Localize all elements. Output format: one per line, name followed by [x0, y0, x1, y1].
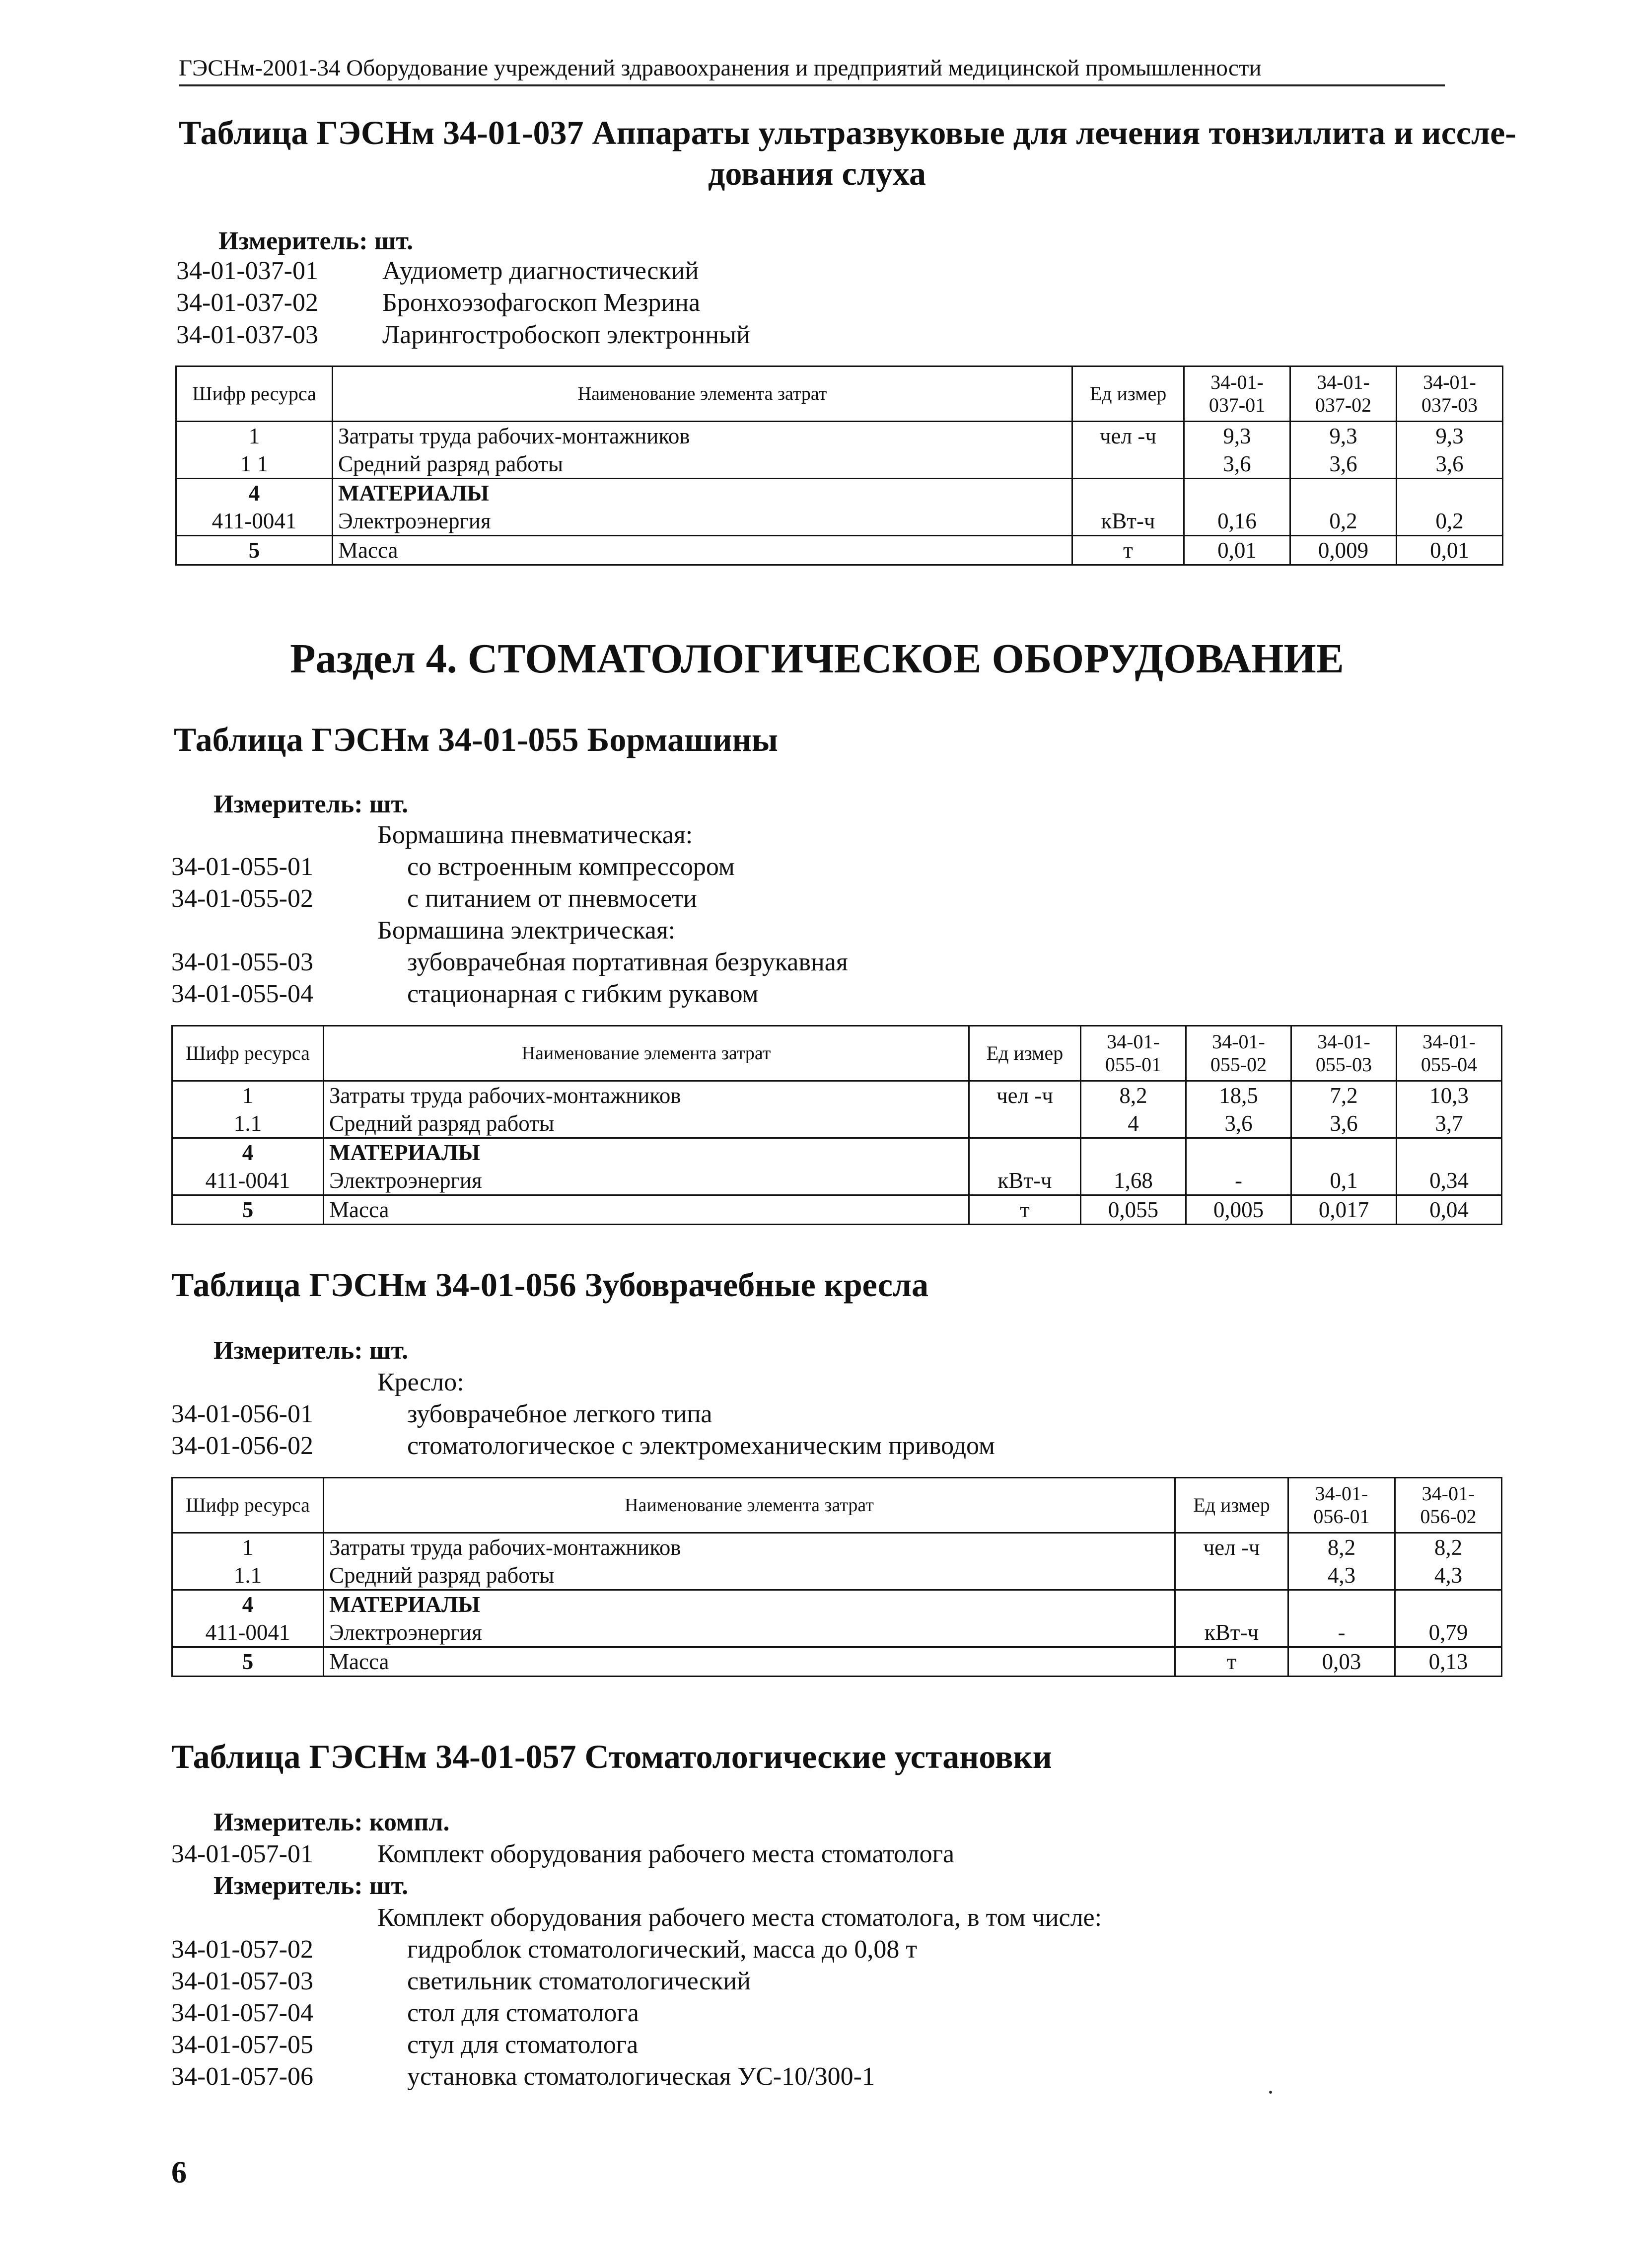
header-cost-element: Наименование элемента затрат	[324, 1478, 1175, 1533]
header-col-056-02: 34-01- 056-02	[1395, 1478, 1502, 1533]
item-code: 34-01-055-02	[171, 884, 313, 913]
header-cost-element: Наименование элемента затрат	[324, 1026, 969, 1081]
header-col-055-03: 34-01- 055-03	[1291, 1026, 1397, 1081]
table-row: 5 Масса т 0,055 0,005 0,017 0,04	[172, 1195, 1502, 1225]
item-name: стоматологическое с электромеханическим приводом	[407, 1432, 995, 1460]
item-name: Аудиометр диагностический	[382, 257, 699, 285]
item-name: Бронхоэзофагоскоп Мезрина	[382, 289, 701, 317]
table-row: 1.1 Средний разряд работы 4 3,6 3,6 3,7	[172, 1109, 1502, 1138]
item-name: Комплект оборудования рабочего места стоматолога	[377, 1840, 955, 1868]
header-col-055-02: 34-01- 055-02	[1186, 1026, 1291, 1081]
item-name: гидроблок стоматологический, масса до 0,08 т	[407, 1935, 918, 1964]
item-name: зубоврачебное легкого типа	[407, 1400, 712, 1428]
item-name: Ларингостробоскоп электронный	[382, 321, 750, 349]
table-056-measure: Измеритель: шт.	[213, 1336, 409, 1365]
table-057-measure-2: Измеритель: шт.	[213, 1872, 409, 1900]
table-row: 411-0041 Электроэнергия кВт-ч 1,68 - 0,1 0,34	[172, 1167, 1502, 1195]
table-057-title: Таблица ГЭСНм 34-01-057 Стоматологические установки	[171, 1738, 1052, 1775]
item-code: 34-01-057-03	[171, 1967, 313, 1995]
table-header-row	[172, 1478, 1502, 1533]
header-col-056-01: 34-01- 056-01	[1288, 1478, 1395, 1533]
item-code: 34-01-037-02	[176, 289, 318, 317]
scan-speck	[1269, 2091, 1272, 2094]
group-label: Комплект оборудования рабочего места стоматолога, в том числе:	[377, 1903, 1102, 1932]
table-055-title: Таблица ГЭСНм 34-01-055 Бормашины	[174, 721, 778, 758]
group-label: Кресло:	[377, 1368, 464, 1396]
item-name: установка стоматологическая УС-10/300-1	[407, 2062, 875, 2091]
header-col-037-01: 34-01- 037-01	[1184, 366, 1290, 422]
item-code: 34-01-057-05	[171, 2031, 313, 2059]
resource-table-055	[171, 1025, 1502, 1225]
item-code: 34-01-055-01	[171, 853, 313, 881]
header-resource-code: Шифр ресурса	[176, 366, 333, 422]
table-037-title-line1: Таблица ГЭСНм 34-01-037 Аппараты ультразвуковые для лечения тонзиллита и иссле-	[179, 114, 1516, 151]
table-055-measure: Измеритель: шт.	[213, 790, 409, 818]
table-row: 4 МАТЕРИАЛЫ	[172, 1590, 1502, 1619]
item-name: зубоврачебная портативная безрукавная	[407, 948, 848, 976]
table-row: 1 Затраты труда рабочих-монтажников чел -ч 8,2 8,2	[172, 1533, 1502, 1562]
header-cost-element: Наименование элемента затрат	[333, 366, 1072, 422]
item-name: стационарная с гибким рукавом	[407, 980, 759, 1008]
item-code: 34-01-037-01	[176, 257, 318, 285]
item-code: 34-01-055-03	[171, 948, 313, 976]
table-header-row	[176, 366, 1503, 422]
table-037-measure: Измеритель: шт.	[218, 227, 414, 255]
header-col-037-03: 34-01- 037-03	[1397, 366, 1503, 422]
item-name: светильник стоматологический	[407, 1967, 751, 1995]
header-col-037-02: 34-01- 037-02	[1290, 366, 1397, 422]
table-056-title: Таблица ГЭСНм 34-01-056 Зубоврачебные кресла	[171, 1266, 929, 1304]
section-title: Раздел 4. СТОМАТОЛОГИЧЕСКОЕ ОБОРУДОВАНИЕ	[290, 636, 1344, 682]
table-row: 1.1 Средний разряд работы 4,3 4,3	[172, 1561, 1502, 1590]
group-label: Бормашина электрическая:	[377, 916, 676, 945]
item-code: 34-01-057-02	[171, 1935, 313, 1964]
table-row: 5 Масса т 0,03 0,13	[172, 1647, 1502, 1677]
item-code: 34-01-057-06	[171, 2062, 313, 2091]
header-resource-code: Шифр ресурса	[172, 1026, 324, 1081]
group-label: Бормашина пневматическая:	[377, 821, 693, 849]
header-unit: Ед измер	[969, 1026, 1081, 1081]
table-037-title-line2: дования слуха	[708, 154, 926, 192]
table-row: 1 Затраты труда рабочих-монтажников чел -ч 8,2 18,5 7,2 10,3	[172, 1081, 1502, 1110]
header-unit: Ед измер	[1175, 1478, 1288, 1533]
header-unit: Ед измер	[1072, 366, 1184, 422]
table-row: 4 МАТЕРИАЛЫ	[176, 479, 1503, 508]
item-name: со встроенным компрессором	[407, 853, 735, 881]
item-code: 34-01-056-01	[171, 1400, 313, 1428]
table-057-measure-1: Измеритель: компл.	[213, 1808, 450, 1836]
item-code: 34-01-057-04	[171, 1999, 313, 2027]
item-name: стол для стоматолога	[407, 1999, 639, 2027]
item-code: 34-01-037-03	[176, 321, 318, 349]
item-name: стул для стоматолога	[407, 2031, 639, 2059]
table-row: 411-0041 Электроэнергия кВт-ч - 0,79	[172, 1618, 1502, 1647]
table-row: 1 1 Средний разряд работы 3,6 3,6 3,6	[176, 450, 1503, 479]
page-number: 6	[171, 2156, 187, 2190]
item-code: 34-01-056-02	[171, 1432, 313, 1460]
header-resource-code: Шифр ресурса	[172, 1478, 324, 1533]
resource-table-056	[171, 1477, 1502, 1677]
item-code: 34-01-055-04	[171, 980, 313, 1008]
table-row: 5 Масса т 0,01 0,009 0,01	[176, 536, 1503, 565]
header-col-055-01: 34-01- 055-01	[1081, 1026, 1186, 1081]
table-row: 4 МАТЕРИАЛЫ	[172, 1138, 1502, 1167]
item-name: с питанием от пневмосети	[407, 884, 697, 913]
table-row: 411-0041 Электроэнергия кВт-ч 0,16 0,2 0,2	[176, 507, 1503, 536]
resource-table-037	[175, 366, 1503, 566]
header-col-055-04: 34-01- 055-04	[1397, 1026, 1502, 1081]
item-code: 34-01-057-01	[171, 1840, 313, 1868]
running-header: ГЭСНм-2001-34 Оборудование учреждений здравоохранения и предприятий медицинской промышленности	[179, 55, 1445, 86]
table-header-row	[172, 1026, 1502, 1081]
table-row: 1 Затраты труда рабочих-монтажников чел -ч 9,3 9,3 9,3	[176, 422, 1503, 450]
